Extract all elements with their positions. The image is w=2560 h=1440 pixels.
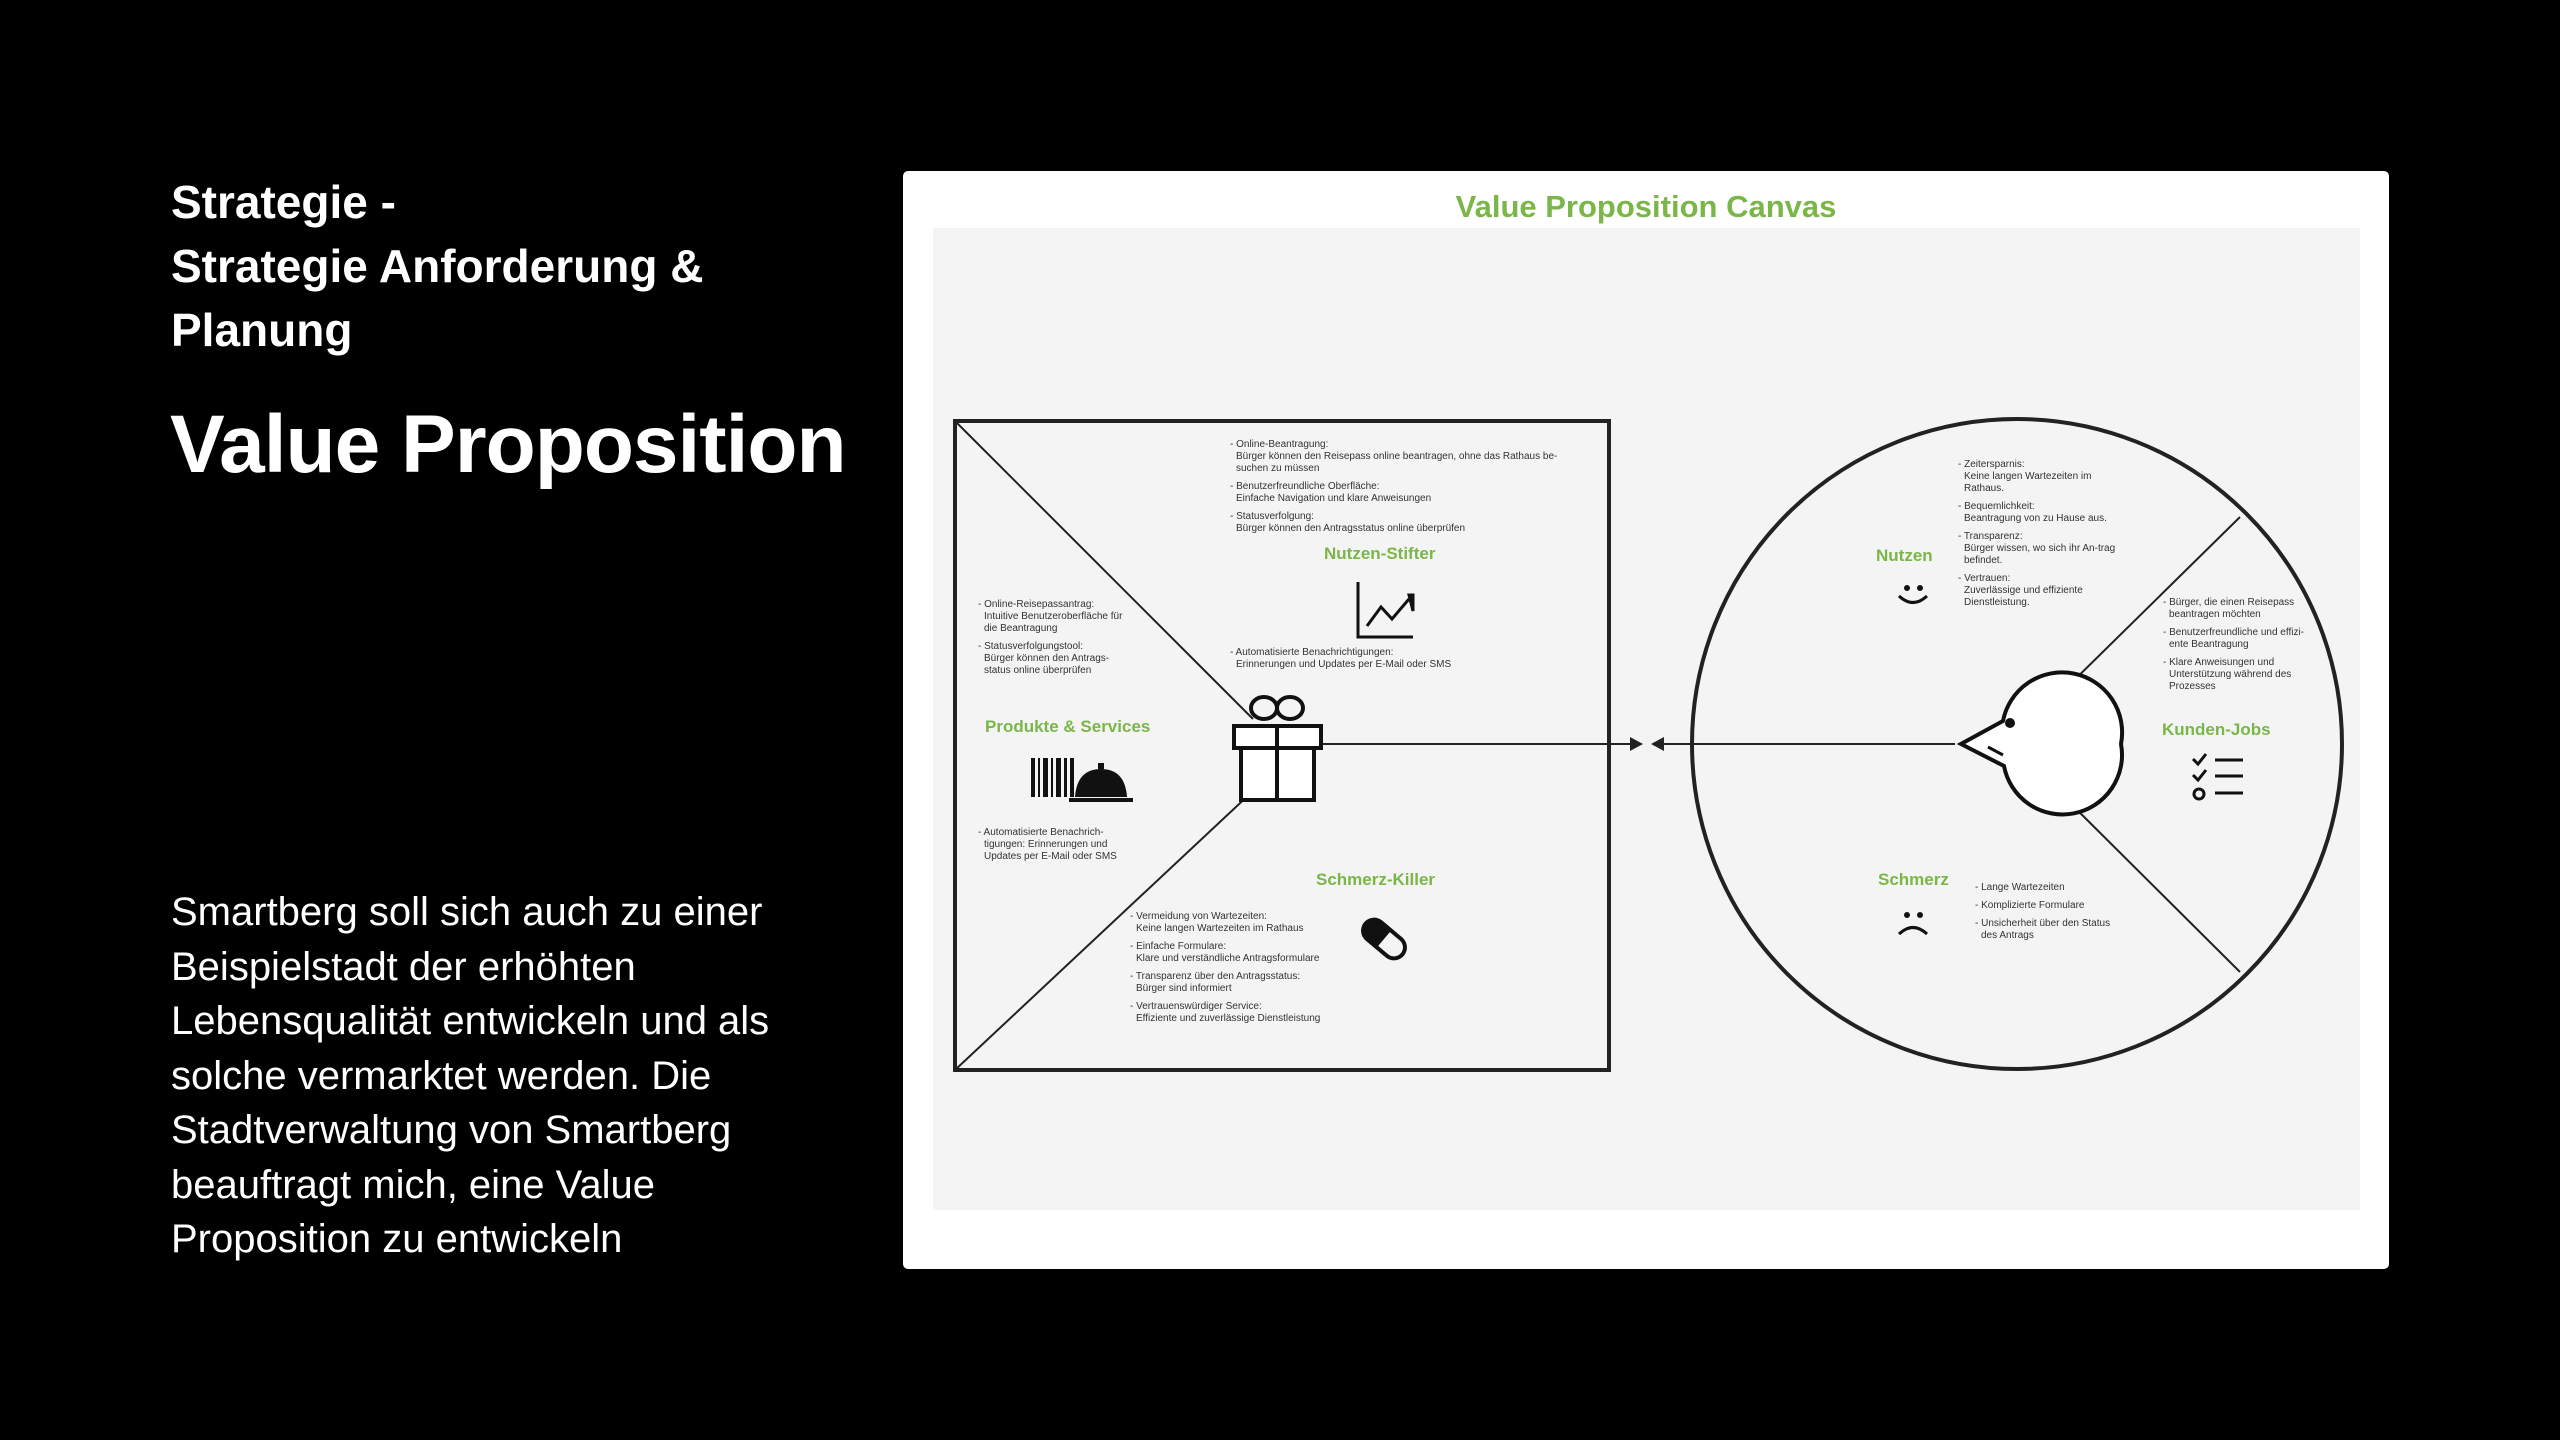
label-produkte-services: Produkte & Services	[985, 717, 1151, 736]
notes-nutzen-stifter-top	[1230, 439, 1565, 541]
note-item: - Statusverfolgung: Bürger können den Antragsstatus online überprüfen	[1230, 511, 1466, 534]
note-item: - Zeitersparnis: Keine langen Wartezeiten im Rathaus.	[1958, 459, 2092, 494]
notes-nutzen	[1958, 459, 2118, 615]
notes-produkte-top	[978, 599, 1128, 683]
note-item: - Benutzerfreundliche und effizi- ente Beantragung	[2163, 627, 2305, 650]
note-item: - Automatisierte Benachrich- tigungen: Erinnerungen und Updates per E-Mail oder SMS	[978, 827, 1117, 862]
heading-line-3: Planung	[171, 304, 353, 356]
label-kunden-jobs: Kunden-Jobs	[2162, 720, 2271, 739]
note-item: - Vertrauenswürdiger Service: Effiziente und zuverlässige Dienstleistung	[1130, 1001, 1321, 1024]
note-item: - Transparenz: Bürger wissen, wo sich ihr An-trag befindet.	[1958, 531, 2116, 566]
heading-line-2: Strategie Anforderung &	[171, 240, 704, 292]
note-item: - Bequemlichkeit: Beantragung von zu Hause aus.	[1958, 501, 2107, 524]
note-item: - Bürger, die einen Reisepass beantragen möchten	[2163, 597, 2295, 620]
note-item: - Statusverfolgungstool: Bürger können den Antrags-status online überprüfen	[978, 641, 1110, 676]
slide-heading	[171, 170, 791, 362]
slide-title: Value Proposition	[170, 399, 846, 490]
note-item: - Lange Wartezeiten	[1975, 882, 2065, 893]
notes-produkte-bottom	[978, 827, 1128, 869]
notes-schmerz	[1975, 882, 2135, 948]
label-nutzen: Nutzen	[1876, 546, 1933, 565]
label-schmerz-killer: Schmerz-Killer	[1316, 870, 1436, 889]
note-item: - Online-Reisepassantrag: Intuitive Benutzeroberfläche für die Beantragung	[978, 599, 1123, 634]
note-item: - Einfache Formulare: Klare und verständliche Antragsformulare	[1130, 941, 1320, 964]
value-proposition-canvas-card	[903, 171, 2389, 1269]
note-item: - Komplizierte Formulare	[1975, 900, 2085, 911]
heading-line-1: Strategie -	[171, 176, 396, 228]
note-item: - Transparenz über den Antragsstatus: Bürger sind informiert	[1130, 971, 1301, 994]
note-item: - Unsicherheit über den Status des Antrags	[1975, 918, 2111, 941]
canvas-title: Value Proposition Canvas	[1455, 189, 1837, 224]
note-item: - Automatisierte Benachrichtigungen: Erinnerungen und Updates per E-Mail oder SMS	[1230, 647, 1452, 670]
note-item: - Vermeidung von Wartezeiten: Keine langen Wartezeiten im Rathaus	[1130, 911, 1304, 934]
label-nutzen-stifter: Nutzen-Stifter	[1324, 544, 1436, 563]
note-item: - Klare Anweisungen und Unterstützung während des Prozesses	[2163, 657, 2292, 692]
notes-schmerz-killer	[1130, 911, 1380, 1031]
note-item: - Online-Beantragung: Bürger können den Reisepass online beantragen, ohne das Rathaus be-suchen zu müssen	[1230, 439, 1558, 474]
note-item: - Vertrauen: Zuverlässige und effiziente Dienstleistung.	[1958, 573, 2083, 608]
notes-nutzen-stifter-bottom	[1230, 647, 1490, 677]
slide-body-text: Smartberg soll sich auch zu einer Beispielstadt der erhöhten Lebensqualität entwickeln und als solche vermarktet werden. Die Stadtverwaltung von Smartberg beauftragt mich, eine Value Proposition zu entwickeln	[171, 890, 770, 1261]
label-schmerz: Schmerz	[1878, 870, 1949, 889]
note-item: - Benutzerfreundliche Oberfläche: Einfache Navigation und klare Anweisungen	[1230, 481, 1432, 504]
notes-kunden-jobs	[2163, 597, 2323, 699]
